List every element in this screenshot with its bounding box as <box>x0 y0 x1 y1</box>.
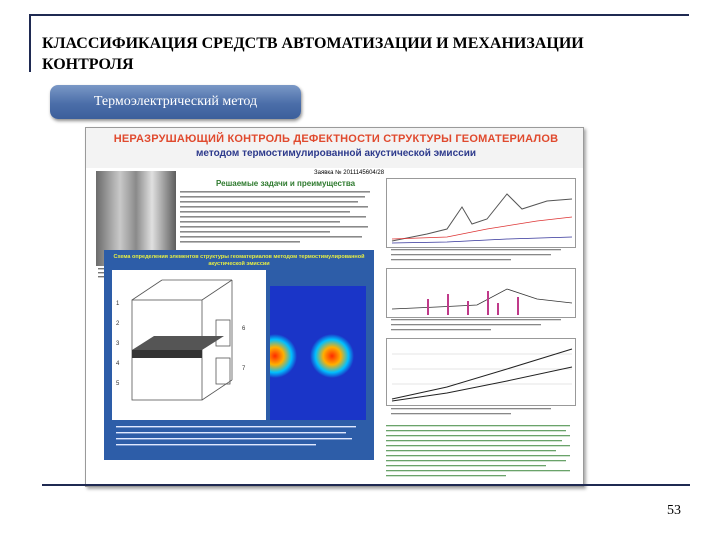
graph3-caption-lines <box>391 407 571 419</box>
histogram-icon <box>387 269 575 317</box>
page-number: 53 <box>667 503 681 518</box>
scheme-title: Схема определения элементов структуры геоматериалов методом термостимулированной акустической эмиссии <box>113 254 365 267</box>
left-frame-line <box>29 14 31 72</box>
poster-heading: НЕРАЗРУШАЮЩИЙ КОНТРОЛЬ ДЕФЕКТНОСТИ СТРУКТУРЫ ГЕОМАТЕРИАЛОВ <box>113 133 559 145</box>
svg-text:2: 2 <box>116 321 120 327</box>
bottom-right-graph <box>386 338 576 406</box>
text-lines-icon <box>386 424 574 480</box>
svg-text:5: 5 <box>116 381 120 387</box>
patent-label: Заявка № 2011145604/28 <box>314 170 385 176</box>
caption-lines-icon <box>391 407 571 417</box>
top-frame-line <box>29 14 689 16</box>
graph1-caption-lines <box>391 248 571 264</box>
svg-text:7: 7 <box>242 366 246 372</box>
cube-diagram-icon <box>112 270 266 420</box>
svg-text:1: 1 <box>116 301 120 307</box>
scheme-diagram <box>112 270 266 420</box>
svg-text:3: 3 <box>116 341 120 347</box>
caption-lines-icon <box>112 424 366 454</box>
tasks-heading: Решаемые задачи и преимущества <box>216 179 356 188</box>
poster-subheading: методом термостимулированной акустической эмиссии <box>196 148 476 159</box>
bottom-frame-line <box>42 484 690 486</box>
temperature-field-heatmap <box>270 286 366 420</box>
line-graph-icon <box>387 179 575 247</box>
structure-scheme-panel <box>104 250 374 460</box>
scheme-caption-lines <box>112 424 366 456</box>
caption-lines-icon <box>391 248 571 262</box>
middle-right-graph <box>386 268 576 318</box>
caption-lines-icon <box>391 318 571 332</box>
svg-text:4: 4 <box>116 361 120 367</box>
poster-image <box>85 127 584 487</box>
poster-conclusion-lines <box>386 424 574 484</box>
svg-text:6: 6 <box>242 326 246 332</box>
tasks-text-lines <box>180 179 375 249</box>
top-right-graph <box>386 178 576 248</box>
poster-header <box>86 128 583 168</box>
slide-title: КЛАССИФИКАЦИЯ СРЕДСТВ АВТОМАТИЗАЦИИ И МЕХАНИЗАЦИИ КОНТРОЛЯ <box>42 35 584 73</box>
method-button[interactable]: Термоэлектрический метод <box>50 85 301 119</box>
graph2-caption-lines <box>391 318 571 334</box>
line-graph-icon <box>387 339 575 405</box>
